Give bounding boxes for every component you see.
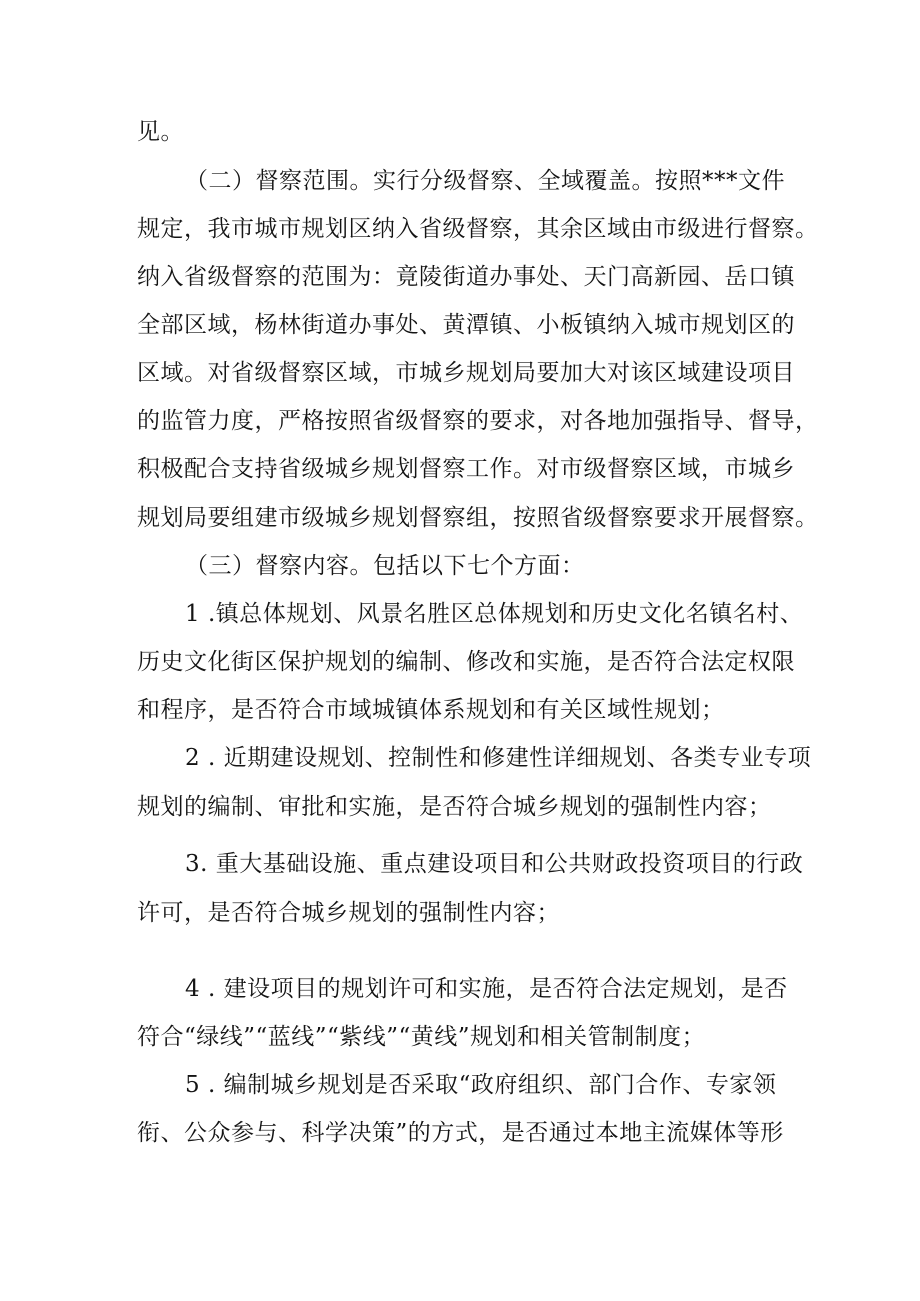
text-line: 规划的编制、审批和实施，是否符合城乡规划的强制性内容；: [137, 794, 772, 820]
list-item-3: 3. 重大基础设施、重点建设项目和公共财政投资项目的行政: [185, 851, 804, 877]
text-line: 见。: [137, 119, 184, 145]
list-item-4: 4 . 建设项目的规划许可和实施，是否符合法定规划，是否: [185, 976, 788, 1002]
text-line: 积极配合支持省级城乡规划督察工作。对市级督察区域，市城乡: [137, 456, 795, 482]
text-line: 衔、公众参与、科学决策”的方式，是否通过本地主流媒体等形: [137, 1120, 784, 1146]
text-line: 和程序，是否符合市域城镇体系规划和有关区域性规划；: [137, 697, 725, 723]
list-item-2: 2 . 近期建设规划、控制性和修建性详细规划、各类专业专项: [185, 745, 812, 771]
list-item-5: 5 . 编制城乡规划是否采取“政府组织、部门合作、专家领: [185, 1072, 777, 1098]
text-line: 的监管力度，严格按照省级督察的要求，对各地加强指导、督导，: [137, 408, 819, 434]
text-line: 历史文化街区保护规划的编制、修改和实施，是否符合法定权限: [137, 649, 795, 675]
text-line: 区域。对省级督察区域，市城乡规划局要加大对该区域建设项目: [137, 360, 795, 386]
paragraph-heading-content: （三）督察内容。包括以下七个方面：: [185, 553, 585, 579]
list-item-1: 1 .镇总体规划、风景名胜区总体规划和历史文化名镇名村、: [185, 601, 804, 627]
text-line: 规划局要组建市级城乡规划督察组，按照省级督察要求开展督察。: [137, 505, 819, 531]
text-line: 纳入省级督察的范围为：竟陵街道办事处、天门高新园、岳口镇: [137, 264, 795, 290]
text-line: 规定，我市城市规划区纳入省级督察，其余区域由市级进行督察。: [137, 216, 819, 242]
paragraph-heading-scope: （二）督察范围。实行分级督察、全域覆盖。按照***文件: [185, 168, 785, 194]
text-line: 全部区域，杨林街道办事处、黄潭镇、小板镇纳入城市规划区的: [137, 312, 795, 338]
text-line: 符合“绿线”“蓝线”“紫线”“黄线”规划和相关管制制度；: [137, 1024, 706, 1050]
text-line: 许可，是否符合城乡规划的强制性内容；: [137, 900, 560, 926]
